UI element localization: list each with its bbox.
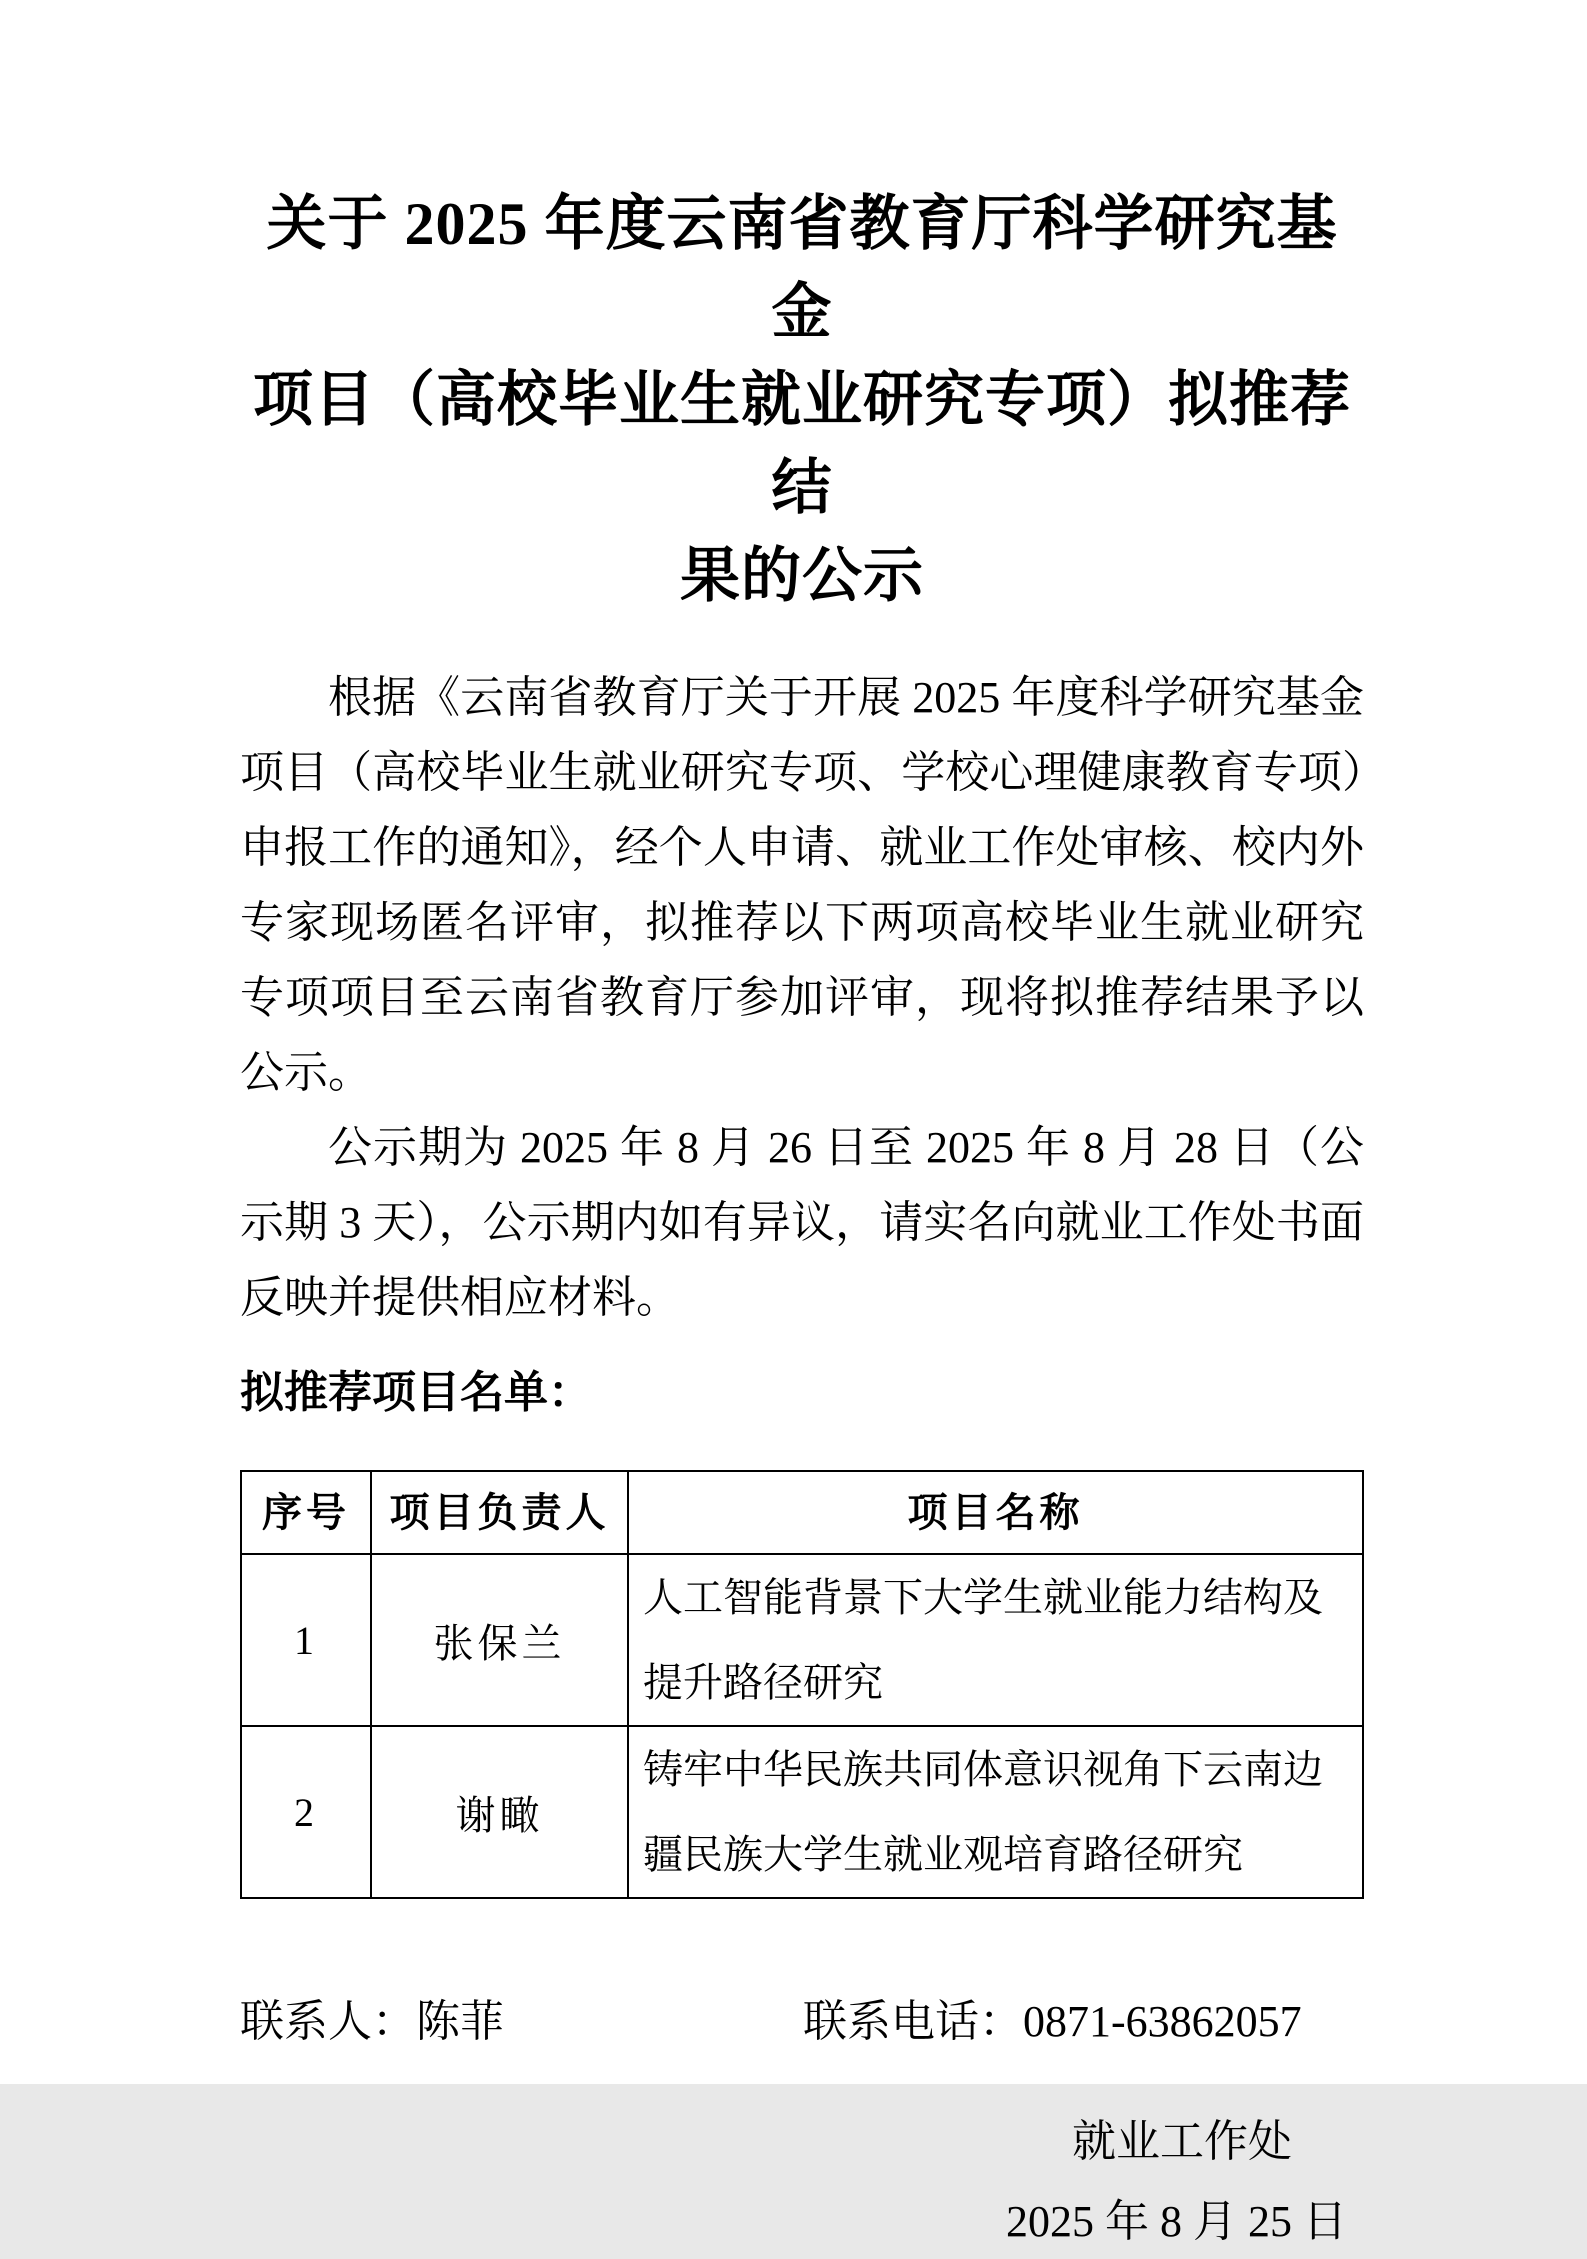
body-paragraph-1: 根据《云南省教育厅关于开展 2025 年度科学研究基金项目（高校毕业生就业研究专项、学校心理健康教育专项）申报工作的通知》，经个人申请、就业工作处审核、校内外专家现场匿名评审，拟推荐以下两项高校毕业生就业研究专项项目至云南省教育厅参加评审，现将拟推荐结果予以公示。 — [240, 673, 1364, 1098]
page-title — [240, 180, 1364, 620]
recommended-projects-table — [240, 1470, 1364, 1899]
row2-project-name: 铸牢中华民族共同体意识视角下云南边疆民族大学生就业观培育路径研究 — [628, 1726, 1363, 1898]
header-cell-leader: 项目负责人 — [371, 1471, 628, 1554]
title-line-3: 果的公示 — [680, 543, 924, 610]
body-paragraph-2: 公示期为 2025 年 8 月 26 日至 2025 年 8 月 28 日（公示期 3 天），公示期内如有异议，请实名向就业工作处书面反映并提供相应材料。 — [240, 1123, 1364, 1323]
signature-department: 就业工作处 — [1072, 2117, 1292, 2167]
list-heading: 拟推荐项目名单： — [240, 1368, 592, 1418]
table-row — [241, 1726, 1363, 1898]
signature-date: 2025 年 8 月 25 日 — [1006, 2197, 1347, 2247]
row1-project-name: 人工智能背景下大学生就业能力结构及提升路径研究 — [628, 1554, 1363, 1726]
row1-serial: 1 — [241, 1554, 371, 1726]
table-header-row — [241, 1471, 1363, 1554]
title-line-1: 关于 2025 年度云南省教育厅科学研究基金 — [266, 191, 1338, 346]
table-row — [241, 1554, 1363, 1726]
contact-person: 联系人：陈菲 — [240, 1997, 504, 2047]
row2-serial: 2 — [241, 1726, 371, 1898]
header-cell-serial: 序号 — [241, 1471, 371, 1554]
contact-phone: 联系电话：0871-63862057 — [803, 1997, 1302, 2047]
row2-leader: 谢瞰 — [371, 1726, 628, 1898]
title-line-2: 项目（高校毕业生就业研究专项）拟推荐结 — [253, 367, 1351, 522]
header-cell-project-name: 项目名称 — [628, 1471, 1363, 1554]
row1-leader: 张保兰 — [371, 1554, 628, 1726]
contact-row — [240, 1984, 1364, 2059]
